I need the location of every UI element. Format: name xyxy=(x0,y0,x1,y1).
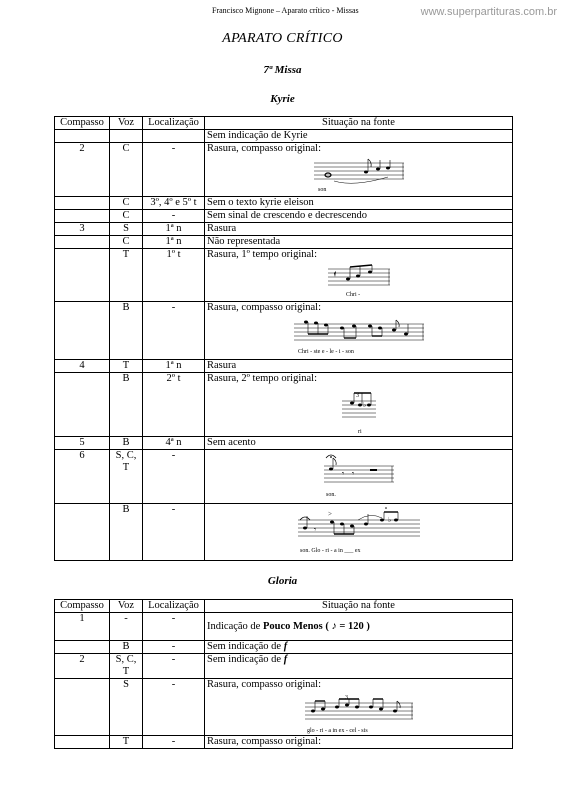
cell-loc: - xyxy=(143,143,205,197)
cell-loc: 1ª n xyxy=(143,360,205,373)
table-row xyxy=(55,373,513,437)
situacao-text: Rasura, compasso original: xyxy=(207,679,322,690)
cell-loc: - xyxy=(143,210,205,223)
col-compasso: Compasso xyxy=(55,600,110,613)
cell-compasso: 2 xyxy=(55,143,110,197)
cell-situacao xyxy=(205,613,513,641)
cell-loc xyxy=(143,130,205,143)
cell-compasso: 5 xyxy=(55,437,110,450)
lyrics: son. Glo - ri - a in ___ ex xyxy=(299,548,360,554)
cell-situacao: Não representada xyxy=(205,236,513,249)
cell-compasso xyxy=(55,130,110,143)
music-excerpt xyxy=(294,316,424,356)
svg-text:♭: ♭ xyxy=(387,516,391,524)
cell-loc: 1ª n xyxy=(143,236,205,249)
cell-voz: B xyxy=(110,302,143,360)
kyrie-heading: Kyrie xyxy=(270,93,295,105)
cell-voz: S xyxy=(110,679,143,736)
cell-compasso xyxy=(55,197,110,210)
col-situacao: Situação na fonte xyxy=(205,600,513,613)
mass-subtitle: 7ª Missa xyxy=(263,64,302,76)
cell-situacao xyxy=(205,373,513,437)
music-excerpt xyxy=(324,452,394,502)
music-excerpt xyxy=(298,506,420,556)
svg-text:3: 3 xyxy=(355,393,359,399)
cell-loc: - xyxy=(143,679,205,736)
cell-voz: T xyxy=(110,360,143,373)
cell-loc: - xyxy=(143,450,205,504)
cell-compasso xyxy=(55,302,110,360)
cell-voz: B xyxy=(110,641,143,654)
table-row xyxy=(55,302,513,360)
col-voz: Voz xyxy=(110,117,143,130)
table-header-row xyxy=(55,117,513,130)
col-compasso: Compasso xyxy=(55,117,110,130)
cell-voz: S, C, T xyxy=(110,450,143,504)
cell-situacao xyxy=(205,679,513,736)
lyrics: ri xyxy=(357,429,362,435)
cell-situacao: Sem o texto kyrie eleison xyxy=(205,197,513,210)
table-row xyxy=(55,613,513,641)
cell-situacao xyxy=(205,302,513,360)
situacao-prefix: Sem indicação de xyxy=(207,641,284,652)
table-row xyxy=(55,450,513,504)
table-row xyxy=(55,360,513,373)
cell-compasso: 6 xyxy=(55,450,110,504)
cell-situacao xyxy=(205,450,513,504)
cell-loc: - xyxy=(143,736,205,749)
svg-text:𝄾: 𝄾 xyxy=(351,469,354,478)
gloria-table xyxy=(54,599,513,749)
cell-compasso xyxy=(55,236,110,249)
table-row xyxy=(55,197,513,210)
lyrics: son. xyxy=(325,492,336,498)
cell-compasso xyxy=(55,736,110,749)
music-excerpt xyxy=(342,387,376,435)
cell-voz: T xyxy=(110,736,143,749)
table-row xyxy=(55,210,513,223)
cell-voz xyxy=(110,130,143,143)
page-header xyxy=(0,6,565,20)
cell-loc: 1ª n xyxy=(143,223,205,236)
lyrics: glo - ri - a in ex - cel - sis xyxy=(306,728,368,734)
cell-compasso: 1 xyxy=(55,613,110,641)
table-row xyxy=(55,736,513,749)
metronome-mark: ( ♪ = 120 ) xyxy=(322,620,370,632)
lyrics: Chri - xyxy=(345,292,360,298)
cell-situacao xyxy=(205,641,513,654)
cell-loc: - xyxy=(143,504,205,561)
col-situacao: Situação na fonte xyxy=(205,117,513,130)
table-row xyxy=(55,236,513,249)
cell-voz: B xyxy=(110,373,143,437)
page-title: APARATO CRÍTICO xyxy=(222,31,343,46)
cell-loc: 1º t xyxy=(143,249,205,302)
music-excerpt xyxy=(328,263,390,299)
music-excerpt xyxy=(305,693,413,735)
cell-voz: C xyxy=(110,236,143,249)
dynamic-mark: f xyxy=(283,641,288,652)
cell-voz: C xyxy=(110,210,143,223)
cell-situacao: Rasura xyxy=(205,360,513,373)
situacao-text: Rasura, 1º tempo original: xyxy=(207,249,317,260)
cell-compasso xyxy=(55,210,110,223)
cell-situacao xyxy=(205,654,513,679)
cell-compasso xyxy=(55,249,110,302)
cell-situacao: Rasura, compasso original: xyxy=(205,736,513,749)
cell-loc: - xyxy=(143,302,205,360)
lyrics: Chri - ste e - le - i - son xyxy=(297,349,354,355)
table-row xyxy=(55,143,513,197)
cell-voz: - xyxy=(110,613,143,641)
col-localizacao: Localização xyxy=(143,600,205,613)
document-running-title: Francisco Mignone – Aparato crítico - Missas xyxy=(212,6,359,15)
table-row xyxy=(55,641,513,654)
watermark-site: www.superpartituras.com.br xyxy=(420,6,557,18)
cell-situacao xyxy=(205,504,513,561)
cell-loc: 2º t xyxy=(143,373,205,437)
kyrie-table xyxy=(54,116,513,561)
table-row xyxy=(55,249,513,302)
cell-loc: 3º, 4º e 5º t xyxy=(143,197,205,210)
cell-situacao: Rasura xyxy=(205,223,513,236)
cell-situacao xyxy=(205,249,513,302)
cell-situacao xyxy=(205,143,513,197)
col-voz: Voz xyxy=(110,600,143,613)
cell-situacao: Sem indicação de Kyrie xyxy=(205,130,513,143)
col-localizacao: Localização xyxy=(143,117,205,130)
situacao-text: Rasura, compasso original: xyxy=(207,143,322,154)
cell-voz: C xyxy=(110,143,143,197)
table-header-row xyxy=(55,600,513,613)
cell-voz: C xyxy=(110,197,143,210)
cell-voz: B xyxy=(110,504,143,561)
cell-loc: - xyxy=(143,613,205,641)
cell-compasso: 2 xyxy=(55,654,110,679)
cell-voz: B xyxy=(110,437,143,450)
dynamic-mark: f xyxy=(283,654,288,665)
cell-voz: S xyxy=(110,223,143,236)
table-row xyxy=(55,504,513,561)
cell-compasso: 3 xyxy=(55,223,110,236)
music-excerpt xyxy=(314,157,404,193)
table-row xyxy=(55,130,513,143)
cell-loc: - xyxy=(143,654,205,679)
svg-text:𝄾: 𝄾 xyxy=(341,469,344,478)
cell-compasso xyxy=(55,504,110,561)
lyrics: son xyxy=(317,187,326,193)
gloria-heading: Gloria xyxy=(267,575,298,587)
table-row xyxy=(55,223,513,236)
cell-voz: T xyxy=(110,249,143,302)
situacao-text: Rasura, 2º tempo original: xyxy=(207,373,317,384)
situacao-text: Rasura, compasso original: xyxy=(207,302,322,313)
svg-text:𝄾: 𝄾 xyxy=(313,525,316,534)
cell-situacao: Sem acento xyxy=(205,437,513,450)
cell-situacao: Sem sinal de crescendo e decrescendo xyxy=(205,210,513,223)
situacao-prefix: Sem indicação de xyxy=(207,654,284,665)
table-row xyxy=(55,679,513,736)
svg-text:>: > xyxy=(327,510,332,518)
cell-loc: - xyxy=(143,641,205,654)
table-row xyxy=(55,654,513,679)
situacao-prefix: Indicação de xyxy=(207,620,263,632)
cell-voz: S, C, T xyxy=(110,654,143,679)
tempo-marking: Pouco Menos xyxy=(262,620,323,632)
svg-text:♭: ♭ xyxy=(362,401,366,409)
svg-text:3: 3 xyxy=(344,695,348,701)
cell-compasso xyxy=(55,641,110,654)
cell-loc: 4ª n xyxy=(143,437,205,450)
table-row xyxy=(55,437,513,450)
cell-compasso xyxy=(55,373,110,437)
cell-compasso: 4 xyxy=(55,360,110,373)
cell-compasso xyxy=(55,679,110,736)
